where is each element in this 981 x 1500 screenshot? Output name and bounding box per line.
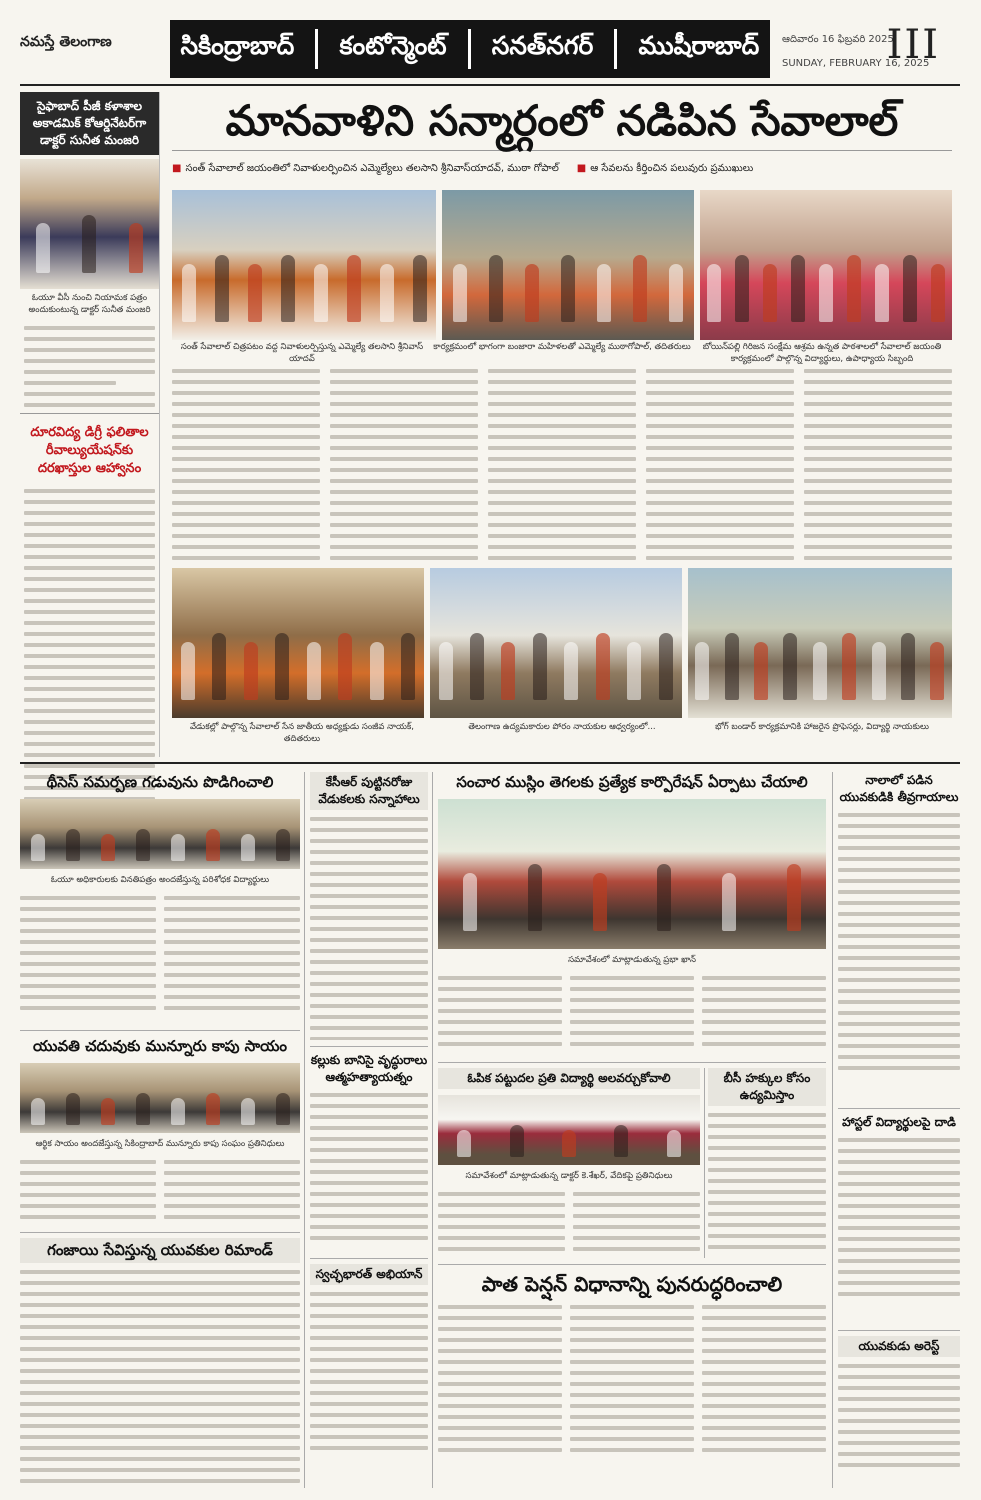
main-subheadings [172,162,952,176]
main-headline: మానవాళిని సన్మార్గంలో నడిపిన సేవాలాల్ [172,92,952,151]
body-elderly [310,1086,428,1246]
caption-sunitha: ఓయూ వీసీ నుంచి నియామక పత్రం అందుకుంటున్న డాక్టర్ సునీత మంజరి [28,293,151,315]
story-thesis [20,772,300,1012]
headline-kapu: యువతి చదువుకు మున్నూరు కాపు సాయం [33,1037,287,1055]
body-patience [438,1185,700,1258]
headline-patience: ఓపిక పట్టుదల ప్రతి విద్యార్థి అలవర్చుకోవాలి [438,1068,700,1089]
column-rule [20,413,159,414]
body-ganja [20,1263,300,1483]
bullet-icon: ■ [172,163,182,174]
caption-patience: సమావేశంలో మాట్లాడుతున్న డాక్టర్ కె.శేఖర్, వేదికపై ప్రతినిధులు [465,1171,673,1181]
main-story-body [172,362,952,562]
column-rule [310,1258,428,1259]
headline-ganja: గంజాయి సేవిస్తున్న యువకుల రిమాండ్ [20,1238,300,1263]
photo-sevalal-sena [172,568,424,718]
newspaper-brand: నమస్తే తెలంగాణ [20,34,112,50]
body-thesis [20,889,300,1012]
section-secunderabad: సికింద్రాబాద్ [180,31,295,60]
photo-patience [438,1095,700,1165]
body-muslim-tribes [438,969,826,1052]
photo-sunitha [20,159,159,289]
body-swachh [310,1285,428,1465]
body-kapu [20,1153,300,1226]
body-arrest [838,1357,960,1477]
bullet-icon: ■ [576,163,587,174]
body-kcr [310,810,428,1040]
photo-activists-forum [430,568,682,718]
story-hostel [838,1114,960,1324]
section-divider [315,29,318,69]
main-photo-row-1 [172,190,952,340]
story-body-sunitha [20,319,159,409]
section-sanathnagar: సనత్‌నగర్ [491,31,594,60]
section-cantonment: కంటోన్మెంట్ [339,31,447,60]
story-kcr [310,772,428,1042]
headline-pension: పాత పెన్షన్ విధానాన్ని పునరుద్ధరించాలి [481,1272,783,1296]
photo-muta-gopal [442,190,694,340]
column-rule [438,1062,826,1063]
story-muslim-tribes [438,772,826,1052]
column-rule [438,1264,826,1265]
page-number: III [886,22,940,68]
story-pension [438,1270,826,1488]
caption-bhog-bandar: భోగ్ బండార్ కార్యక్రమానికి హాజరైన ప్రొఫెసర్లు, విద్యార్థి నాయకులు [715,722,929,732]
headline-thesis: థీసెస్ సమర్పణ గడువును పొడిగించాలి [46,773,274,791]
section-rule [20,762,960,764]
subheading-2: ■ ఆ సేవలను కీర్తించిన పలువురు ప్రముఖులు [576,163,754,174]
photo-bhog-bandar [688,568,952,718]
headline-arrest: యువకుడు అరెస్ట్ [838,1336,960,1357]
caption-activists-forum: తెలంగాణ ఉద్యమకారుల పోరం నాయకుల ఆధ్వర్యంలో... [468,722,656,732]
caption-bowenpally: బోయిన్‌పల్లి గిరిజన సంక్షేమ ఆశ్రమ ఉన్నత పాఠశాలలో సేవాలాల్ జయంతి కార్యక్రమంలో పాల్గొన్న విద్యార్థులు, ఉపాధ్యాయ సిబ్బంది [702,342,942,364]
headline-bc-rights: బీసీ హక్కుల కోసం ఉద్యమిస్తాం [708,1068,826,1106]
story-drain [838,772,960,1102]
left-column [20,92,160,757]
main-captions-2 [172,722,952,746]
caption-muslim-tribes: సమావేశంలో మాట్లాడుతున్న ప్రభా ఖాన్ [568,955,696,965]
masthead-rule [20,84,960,86]
section-divider [614,29,617,69]
headline-drain: నాలాలో పడిన యువకుడికి తీవ్రగాయాలు [839,773,959,804]
story-patience [438,1068,700,1258]
photo-thesis [20,799,300,869]
column-divider [304,772,305,1488]
column-divider [704,1068,705,1258]
body-hostel [838,1131,960,1311]
caption-talasani: సంత్ సేవాలాల్ చిత్రపటం వద్ద నివాళులర్పిస్తున్న ఎమ్మెల్యే తలసాని శ్రీనివాస్ యాదవ్ [180,342,424,364]
column-rule [838,1108,960,1109]
section-divider [468,29,471,69]
story-arrest [838,1336,960,1486]
headline-hostel: హాస్టల్ విద్యార్థులపై దాడి [842,1115,956,1129]
headline-muslim-tribes: సంచార ముస్లిం తెగలకు ప్రత్యేక కార్పొరేషన్ ఏర్పాటు చేయాలి [456,773,808,791]
caption-thesis: ఓయూ అధికారులకు వినతిపత్రం అందజేస్తున్న పరిశోధక విద్యార్థులు [50,875,270,885]
headline-elderly: కల్లుకు బానిసై వృద్ధురాలు ఆత్మహత్యాయత్నం [310,1053,428,1084]
photo-bowenpally-school [700,190,952,340]
column-divider [832,772,833,1488]
column-rule [20,1232,300,1233]
column-rule [20,1030,300,1031]
headline-swachh: స్వచ్ఛభారత్ అభియాన్ [310,1264,428,1285]
column-divider [432,772,433,1488]
column-rule [838,1330,960,1331]
body-pension [438,1298,826,1478]
body-drain [838,806,960,1076]
main-photo-row-2 [172,568,952,718]
headline-kcr: కేసీఆర్ పుట్టినరోజు వేడుకలకు సన్నాహాలు [310,772,428,810]
column-rule [310,1046,428,1047]
body-bc-rights [708,1106,826,1256]
story-elderly [310,1052,428,1252]
story-headline-revaluation: దూరవిద్య డిగ్రీ ఫలితాల రీవాల్యుయేషన్‌కు దరఖాస్తుల ఆహ్వానం [30,425,149,476]
story-headline-sunitha: సైఫాబాద్ పీజీ కళాశాల అకాడమిక్ కోఆర్డినేటర్‌గా డాక్టర్ సునీత మంజరి [20,92,159,155]
masthead [20,20,960,80]
section-musheerabad: ముషీరాబాద్ [638,31,760,60]
story-kapu [20,1036,300,1226]
subheading-1: ■ సంత్ సేవాలాల్ జయంతిలో నివాళులర్పించిన ఎమ్మెల్యేలు తలసాని శ్రీనివాస్‌యాదవ్, ముఠా గోపాల్ [172,163,559,174]
caption-sevalal-sena: వేడుకల్లో పాల్గొన్న సేవాలాల్ సేన జాతీయ అధ్యక్షుడు సంజీవ నాయక్, తదితరులు [189,722,415,744]
photo-talasani [172,190,436,340]
story-swachh [310,1264,428,1474]
caption-muta-gopal: కార్యక్రమంలో భాగంగా బంజారా మహిళలతో ఎమ్మెల్యే ముఠాగోపాల్, తదితరులు [433,342,691,352]
caption-kapu: ఆర్థిక సాయం అందజేస్తున్న సికింద్రాబాద్ మున్నూరు కాపు సంఘం ప్రతినిధులు [35,1139,285,1149]
photo-kapu [20,1063,300,1133]
issue-date-english: SUNDAY, FEBRUARY 16, 2025 [782,58,930,69]
story-bc-rights [708,1068,826,1258]
story-ganja [20,1238,300,1488]
section-band [170,20,770,78]
issue-date-telugu: ఆదివారం 16 ఫిబ్రవరి 2025 [782,34,894,45]
photo-muslim-tribes [438,799,826,949]
